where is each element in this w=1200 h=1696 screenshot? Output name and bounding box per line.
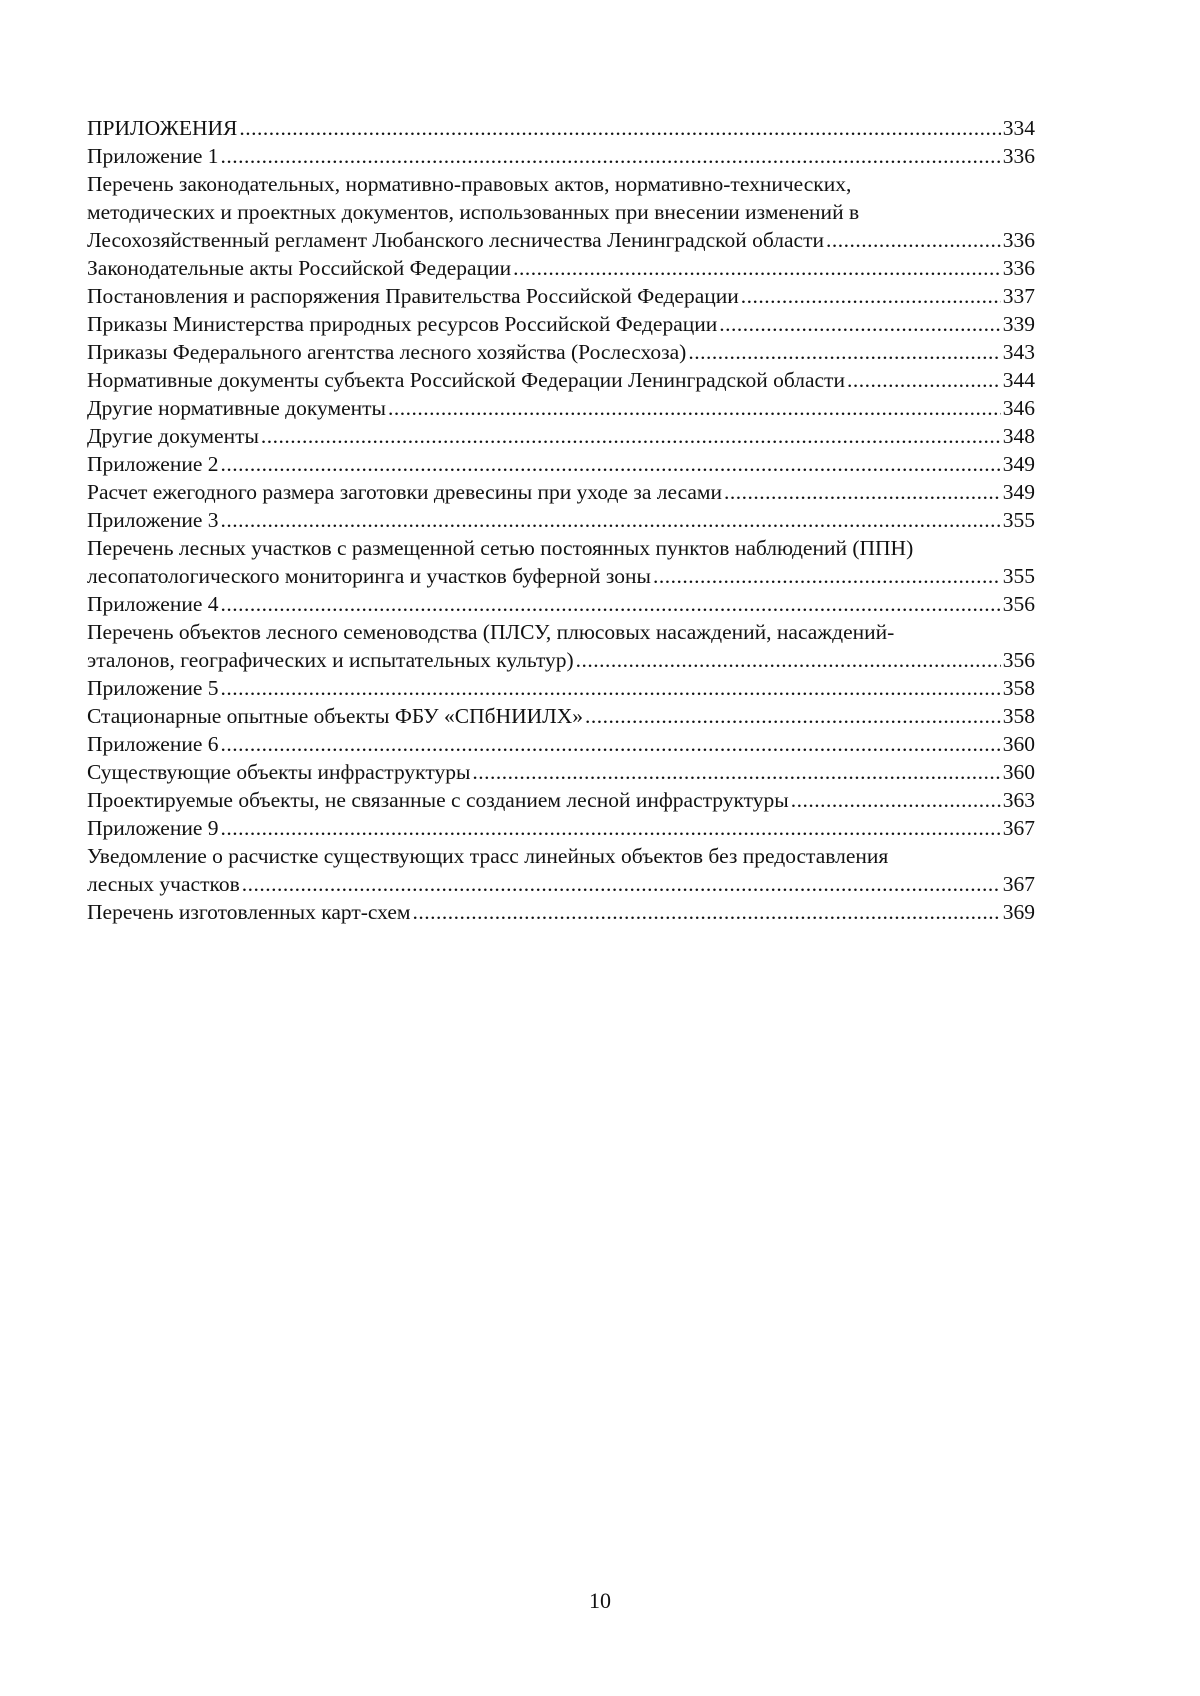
toc-dot-leader	[221, 674, 1001, 702]
toc-entry-page-number: 355	[1002, 564, 1035, 588]
toc-entry[interactable]	[87, 702, 1035, 730]
toc-entry-title: Приложение 5	[87, 676, 219, 700]
toc-entry[interactable]	[87, 338, 1035, 366]
toc-entry-text-line: Перечень объектов лесного семеноводства (ПЛСУ, плюсовых насаждений, насаждений-	[87, 620, 895, 644]
toc-entry-line	[87, 338, 1035, 366]
toc-entry-line	[87, 590, 1035, 618]
toc-dot-leader	[261, 422, 1001, 450]
toc-entry-page-number: 337	[1002, 284, 1035, 308]
toc-entry-line	[87, 282, 1035, 310]
toc-entry-title: Другие документы	[87, 424, 259, 448]
toc-entry-title: Приложение 6	[87, 732, 219, 756]
toc-entry[interactable]	[87, 114, 1035, 142]
toc-entry-title: лесных участков	[87, 872, 240, 896]
toc-entry-page-number: 346	[1002, 396, 1035, 420]
toc-entry[interactable]	[87, 590, 1035, 618]
toc-entry[interactable]	[87, 898, 1035, 926]
toc-dot-leader	[576, 646, 1001, 674]
toc-entry-title: Приложение 2	[87, 452, 219, 476]
toc-entry-page-number: 355	[1002, 508, 1035, 532]
toc-entry-title: Проектируемые объекты, не связанные с созданием лесной инфраструктуры	[87, 788, 789, 812]
toc-entry-page-number: 363	[1002, 788, 1035, 812]
toc-entry[interactable]	[87, 422, 1035, 450]
toc-entry-title: Нормативные документы субъекта Российской Федерации Ленинградской области	[87, 368, 845, 392]
toc-dot-leader	[724, 478, 1001, 506]
toc-entry[interactable]	[87, 450, 1035, 478]
toc-entry-page-number: 360	[1002, 732, 1035, 756]
toc-dot-leader	[826, 226, 1001, 254]
page-number: 10	[589, 1588, 611, 1613]
toc-entry-title: Стационарные опытные объекты ФБУ «СПбНИИЛХ»	[87, 704, 584, 728]
toc-dot-leader	[791, 786, 1001, 814]
toc-entry-page-number: 343	[1002, 340, 1035, 364]
toc-entry-text-line: Уведомление о расчистке существующих трасс линейных объектов без предоставления	[87, 844, 889, 868]
toc-entry-title: ПРИЛОЖЕНИЯ	[87, 116, 238, 140]
toc-entry-line	[87, 870, 1035, 898]
toc-dot-leader	[513, 254, 1001, 282]
toc-entry-page-number: 367	[1002, 816, 1035, 840]
toc-entry[interactable]	[87, 394, 1035, 422]
toc-entry[interactable]	[87, 842, 1035, 898]
toc-dot-leader	[221, 142, 1001, 170]
toc-entry-line	[87, 702, 1035, 730]
toc-entry-line	[87, 394, 1035, 422]
toc-entry-page-number: 356	[1002, 592, 1035, 616]
toc-entry-title: лесопатологического мониторинга и участков буферной зоны	[87, 564, 651, 588]
toc-entry-line	[87, 814, 1035, 842]
toc-dot-leader	[239, 114, 1000, 142]
toc-entry-title: Лесохозяйственный регламент Любанского лесничества Ленинградской области	[87, 228, 825, 252]
toc-dot-leader	[719, 310, 1000, 338]
toc-dot-leader	[688, 338, 1000, 366]
toc-entry-line	[87, 310, 1035, 338]
toc-entry-page-number: 339	[1002, 312, 1035, 336]
toc-entry-line	[87, 506, 1035, 534]
toc-dot-leader	[741, 282, 1001, 310]
toc-entry-line	[87, 422, 1035, 450]
toc-entry-title: эталонов, географических и испытательных культур)	[87, 648, 574, 672]
toc-entry-line	[87, 114, 1035, 142]
toc-dot-leader	[585, 702, 1001, 730]
toc-entry-page-number: 356	[1002, 648, 1035, 672]
toc-entry-title: Законодательные акты Российской Федерации	[87, 256, 512, 280]
toc-entry-title: Приложение 3	[87, 508, 219, 532]
toc-entry-text-line: методических и проектных документов, использованных при внесении изменений в	[87, 200, 860, 224]
toc-entry[interactable]	[87, 786, 1035, 814]
toc-entry-line	[87, 450, 1035, 478]
toc-entry-page-number: 336	[1002, 256, 1035, 280]
toc-entry-line	[87, 254, 1035, 282]
toc-entry-title: Приказы Федерального агентства лесного хозяйства (Рослесхоза)	[87, 340, 687, 364]
toc-entry-line	[87, 646, 1035, 674]
toc-entry-line	[87, 142, 1035, 170]
toc-entry-title: Существующие объекты инфраструктуры	[87, 760, 471, 784]
toc-dot-leader	[472, 758, 1000, 786]
toc-entry[interactable]	[87, 506, 1035, 534]
toc-dot-leader	[221, 730, 1001, 758]
toc-dot-leader	[221, 814, 1001, 842]
toc-dot-leader	[221, 450, 1001, 478]
toc-entry-line	[87, 478, 1035, 506]
toc-entry-title: Расчет ежегодного размера заготовки древесины при уходе за лесами	[87, 480, 723, 504]
toc-entry-page-number: 349	[1002, 452, 1035, 476]
toc-entry-line	[87, 730, 1035, 758]
toc-entry-page-number: 369	[1002, 900, 1035, 924]
toc-entry[interactable]	[87, 814, 1035, 842]
table-of-contents	[87, 114, 1035, 926]
toc-entry-page-number: 336	[1002, 144, 1035, 168]
toc-entry[interactable]	[87, 534, 1035, 590]
toc-entry[interactable]	[87, 478, 1035, 506]
toc-entry-title: Другие нормативные документы	[87, 396, 386, 420]
toc-dot-leader	[221, 506, 1001, 534]
toc-entry-text-line: Перечень законодательных, нормативно-правовых актов, нормативно-технических,	[87, 172, 852, 196]
toc-entry-title: Приложение 4	[87, 592, 219, 616]
toc-dot-leader	[653, 562, 1001, 590]
toc-entry-page-number: 360	[1002, 760, 1035, 784]
toc-entry-line	[87, 898, 1035, 926]
toc-entry-line	[87, 786, 1035, 814]
toc-dot-leader	[413, 898, 1001, 926]
toc-entry[interactable]	[87, 366, 1035, 394]
toc-entry-page-number: 358	[1002, 676, 1035, 700]
toc-entry-title: Приложение 1	[87, 144, 219, 168]
toc-entry-page-number: 367	[1002, 872, 1035, 896]
toc-entry[interactable]	[87, 674, 1035, 702]
toc-dot-leader	[847, 366, 1001, 394]
toc-entry-line	[87, 226, 1035, 254]
toc-entry-page-number: 336	[1002, 228, 1035, 252]
toc-entry-title: Перечень изготовленных карт-схем	[87, 900, 411, 924]
toc-entry[interactable]	[87, 142, 1035, 170]
toc-entry-title: Приложение 9	[87, 816, 219, 840]
toc-entry-text-line: Перечень лесных участков с размещенной сетью постоянных пунктов наблюдений (ППН)	[87, 536, 914, 560]
toc-dot-leader	[242, 870, 1001, 898]
toc-entry-page-number: 348	[1002, 424, 1035, 448]
toc-entry-page-number: 349	[1002, 480, 1035, 504]
toc-entry-title: Приказы Министерства природных ресурсов Российской Федерации	[87, 312, 718, 336]
toc-entry-line	[87, 674, 1035, 702]
toc-entry[interactable]	[87, 730, 1035, 758]
toc-entry[interactable]	[87, 282, 1035, 310]
toc-entry[interactable]	[87, 170, 1035, 254]
toc-entry[interactable]	[87, 618, 1035, 674]
toc-entry-page-number: 344	[1002, 368, 1035, 392]
toc-dot-leader	[388, 394, 1001, 422]
toc-entry[interactable]	[87, 254, 1035, 282]
toc-dot-leader	[221, 590, 1001, 618]
toc-entry-line	[87, 758, 1035, 786]
toc-entry[interactable]	[87, 758, 1035, 786]
toc-entry-page-number: 334	[1002, 116, 1035, 140]
toc-entry-page-number: 358	[1002, 704, 1035, 728]
toc-entry-title: Постановления и распоряжения Правительства Российской Федерации	[87, 284, 739, 308]
toc-entry-line	[87, 562, 1035, 590]
toc-entry[interactable]	[87, 310, 1035, 338]
toc-entry-line	[87, 366, 1035, 394]
